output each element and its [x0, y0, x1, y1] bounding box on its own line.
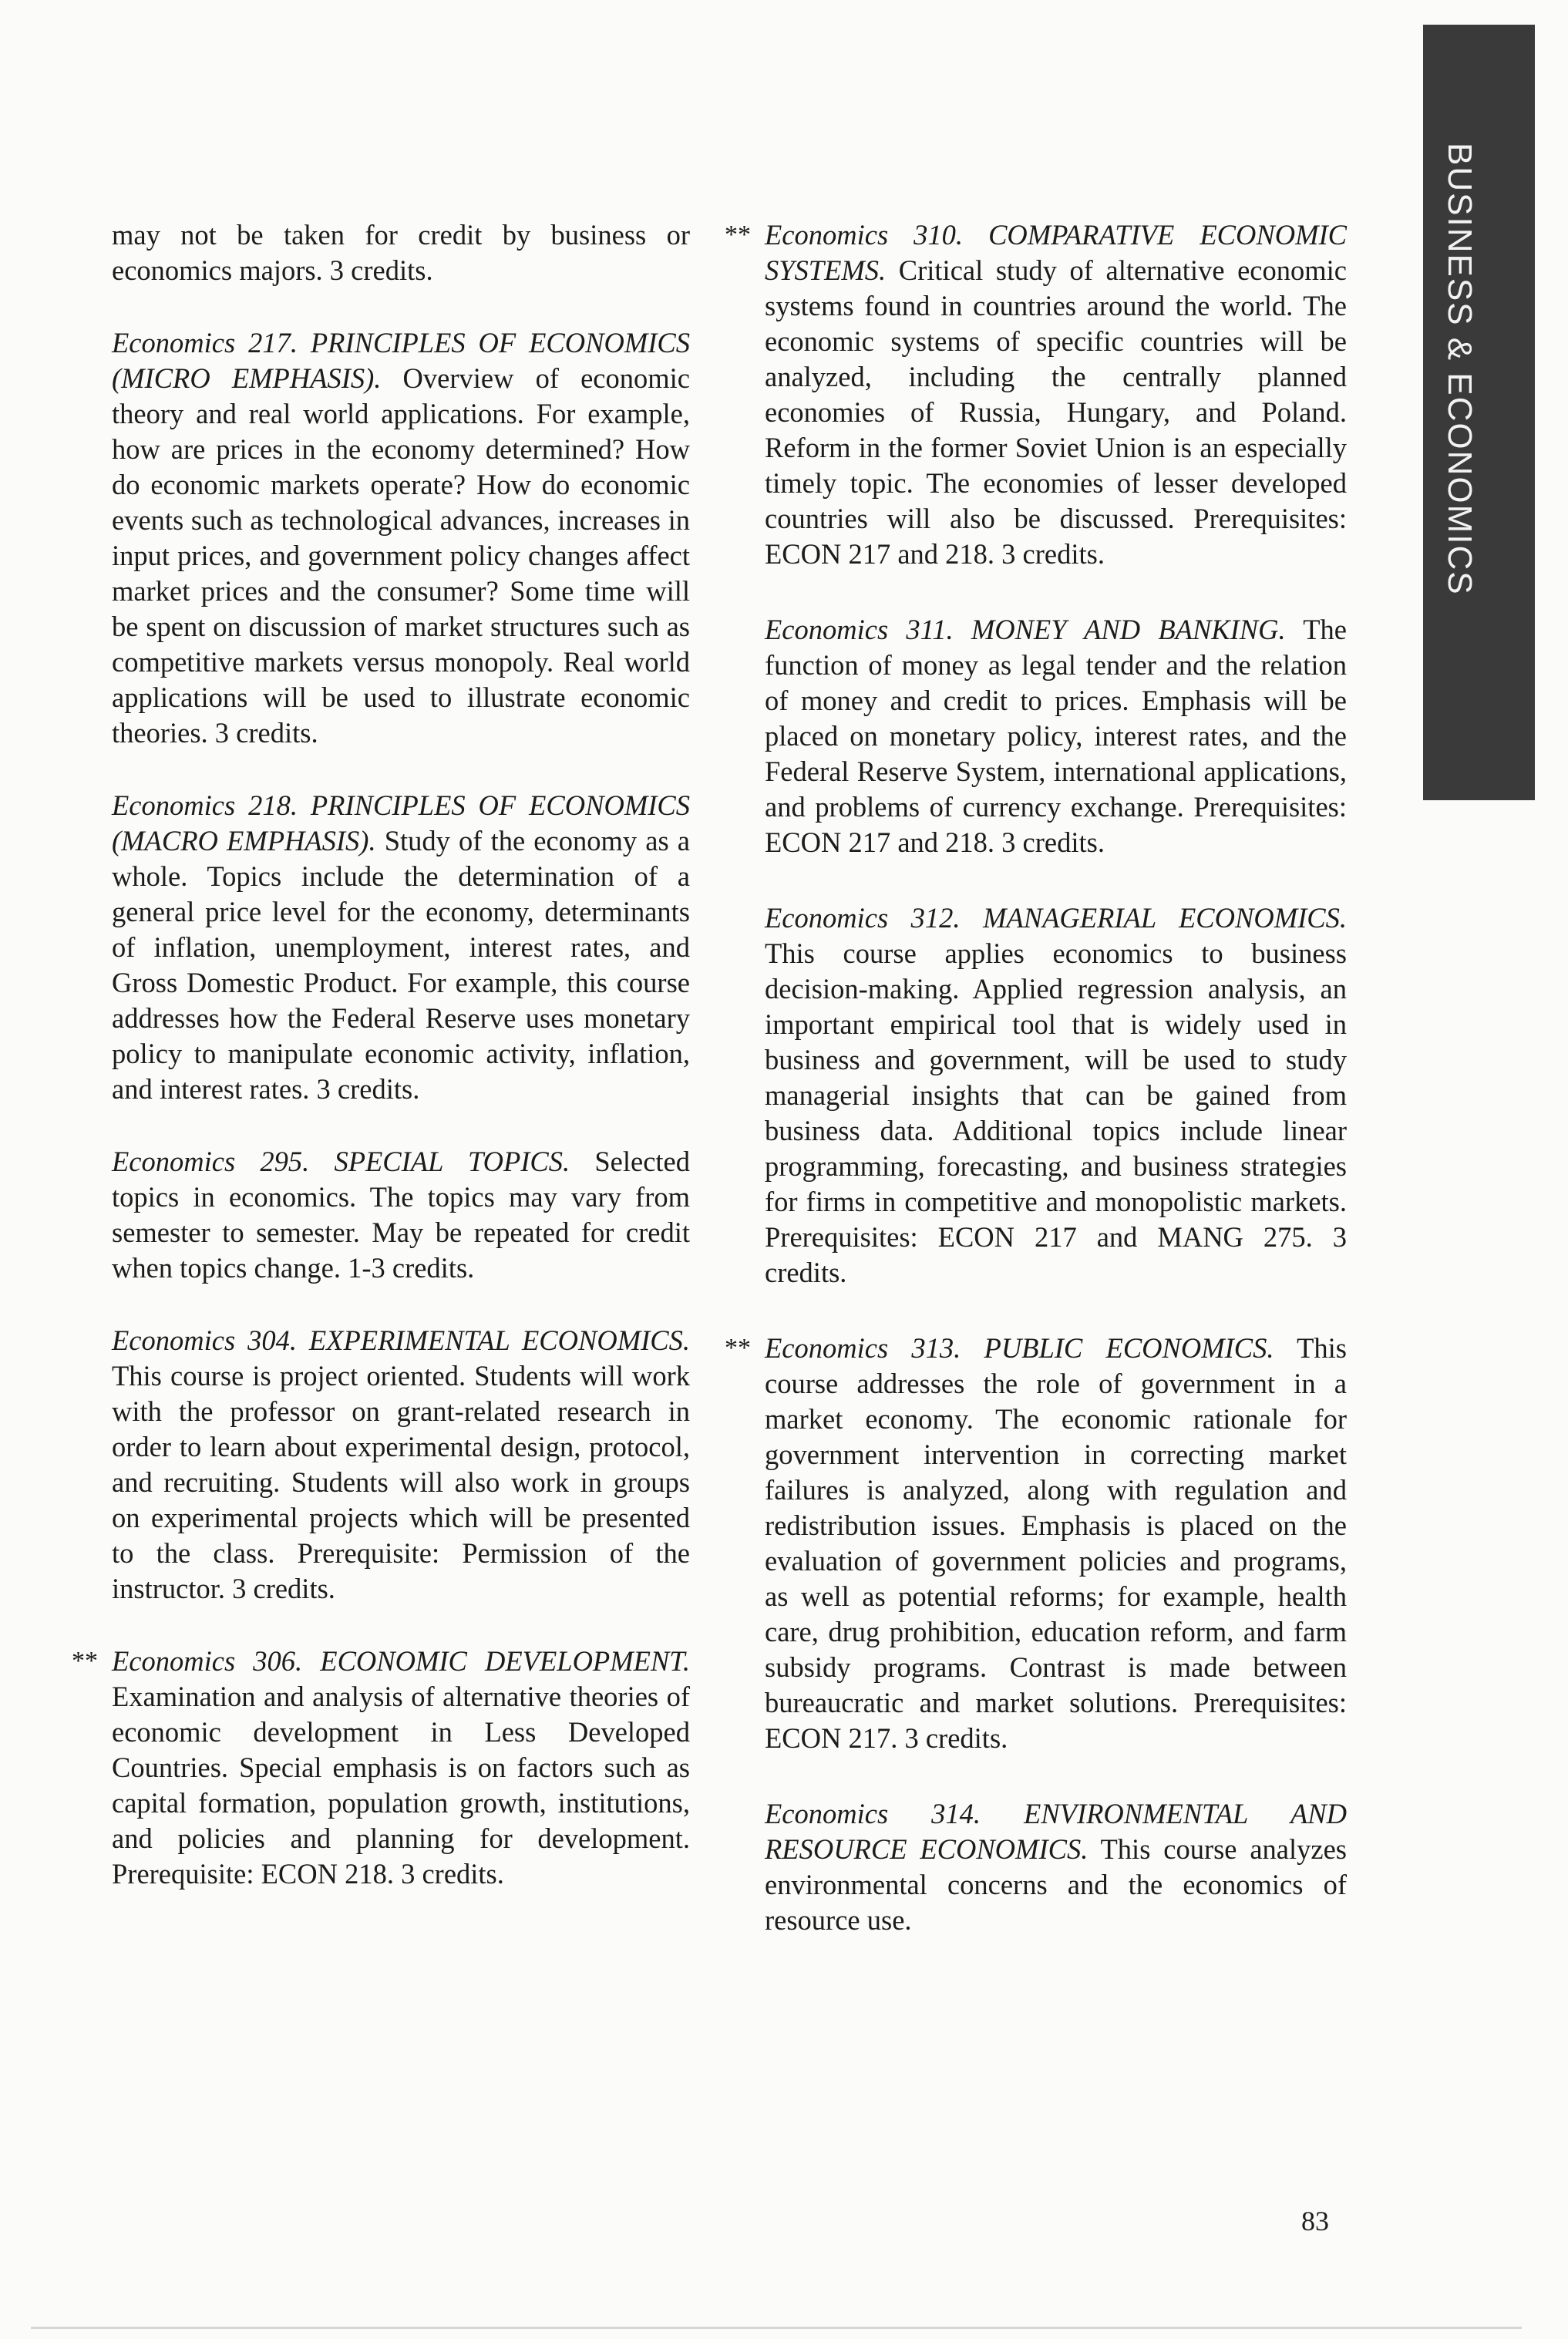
course-entry [72, 1644, 690, 1892]
course-description: Selected topics in economics. The topics may vary from semester to semester. May be repeated for credit when topics change. 1-3 credits. [112, 1146, 690, 1284]
course-entry [112, 1323, 690, 1607]
course-entry [765, 1796, 1347, 1938]
course-title: Economics 304. EXPERIMENTAL ECONOMICS. [112, 1324, 690, 1356]
course-description: Study of the economy as a whole. Topics include the determination of a general price level for the economy, determinants of inflation, unemployment, interest rates, and Gross Domestic Product. For example, this course addresses how the Federal Reserve uses monetary policy to manipulate economic activity, inflation, and interest rates. 3 credits. [112, 825, 690, 1105]
course-title: Economics 311. MONEY AND BANKING. [765, 614, 1286, 645]
course-entry [725, 217, 1347, 572]
course-description: may not be taken for credit by business or economics majors. 3 credits. [112, 219, 690, 286]
course-description: The function of money as legal tender and the relation of money and credit to prices. Emphasis will be placed on monetary policy, interest rates, and the Federal Reserve System, international applications, and problems of currency exchange. Prerequisites: ECON 217 and 218. 3 credits. [765, 614, 1347, 858]
course-title: Economics 306. ECONOMIC DEVELOPMENT. [112, 1645, 690, 1677]
course-entry [765, 900, 1347, 1291]
course-description: This course applies economics to business decision-making. Applied regression analysis, an important empirical tool that is widely used in business and government, will be used to study managerial insights that can be gained from business data. Additional topics include linear programming, forecasting, and business strategies for firms in competitive and monopolistic markets. Prerequisites: ECON 217 and MANG 275. 3 credits. [765, 937, 1347, 1288]
course-description: This course analyzes environmental concerns and the economics of resource use. [765, 1833, 1347, 1936]
course-title: Economics 312. MANAGERIAL ECONOMICS. [765, 902, 1347, 934]
new-course-marker: ** [725, 220, 751, 249]
left-column [72, 217, 690, 1929]
course-entry [725, 1331, 1347, 1756]
section-tab-label: BUSINESS & ECONOMICS [1441, 143, 1479, 596]
new-course-marker: ** [725, 1334, 751, 1362]
course-entry [112, 325, 690, 751]
new-course-marker: ** [72, 1647, 98, 1675]
course-description: This course addresses the role of government in a market economy. The economic rationale for government intervention in correcting market failures is analyzed, along with regulation and redistribution issues. Emphasis is placed on the evaluation of government policies and programs, as well as potential reforms; for example, health care, drug prohibition, education reform, and farm subsidy programs. Contrast is made between bureaucratic and market solutions. Prerequisites: ECON 217. 3 credits. [765, 1332, 1347, 1754]
course-entry [765, 612, 1347, 860]
course-entry [112, 1144, 690, 1286]
course-description: Overview of economic theory and real world applications. For example, how are prices in the economy determined? How do economic markets operate? How do economic events such as technological advances, increases in input prices, and government policy changes affect market prices and the consumer? Some time will be spent on discussion of market structures such as competitive markets versus monopoly. Real world applications will be used to illustrate economic theories. 3 credits. [112, 362, 690, 749]
course-description: Critical study of alternative economic systems found in countries around the world. The economic systems of specific countries will be analyzed, including the centrally planned economies of Russia, Hungary, and Poland. Reform in the former Soviet Union is an especially timely topic. The economies of lesser developed countries will also be discussed. Prerequisites: ECON 217 and 218. 3 credits. [765, 254, 1347, 570]
course-title: Economics 217. PRINCIPLES OF ECONOMICS (MICRO EMPHASIS). [112, 327, 690, 394]
course-entry [112, 217, 690, 288]
course-entry [112, 788, 690, 1107]
right-column [725, 217, 1347, 1978]
page-edge-divider [31, 2327, 1522, 2329]
course-title: Economics 313. PUBLIC ECONOMICS. [765, 1332, 1274, 1364]
course-title: Economics 218. PRINCIPLES OF ECONOMICS (MACRO EMPHASIS). [112, 789, 690, 857]
course-title: Economics 314. ENVIRONMENTAL AND RESOURCE ECONOMICS. [765, 1798, 1347, 1865]
course-title: Economics 295. SPECIAL TOPICS. [112, 1146, 570, 1177]
page-number: 83 [1301, 2206, 1329, 2236]
course-description: This course is project oriented. Students will work with the professor on grant-related research in order to learn about experimental design, protocol, and recruiting. Students will also work in groups on experimental projects which will be presented to the class. Prerequisite: Permission of the instructor. 3 credits. [112, 1360, 690, 1604]
course-description: Examination and analysis of alternative theories of economic development in Less Developed Countries. Special emphasis is on factors such as capital formation, population growth, institutions, and policies and planning for development. Prerequisite: ECON 218. 3 credits. [112, 1681, 690, 1890]
course-title: Economics 310. COMPARATIVE ECONOMIC SYSTEMS. [765, 219, 1347, 286]
